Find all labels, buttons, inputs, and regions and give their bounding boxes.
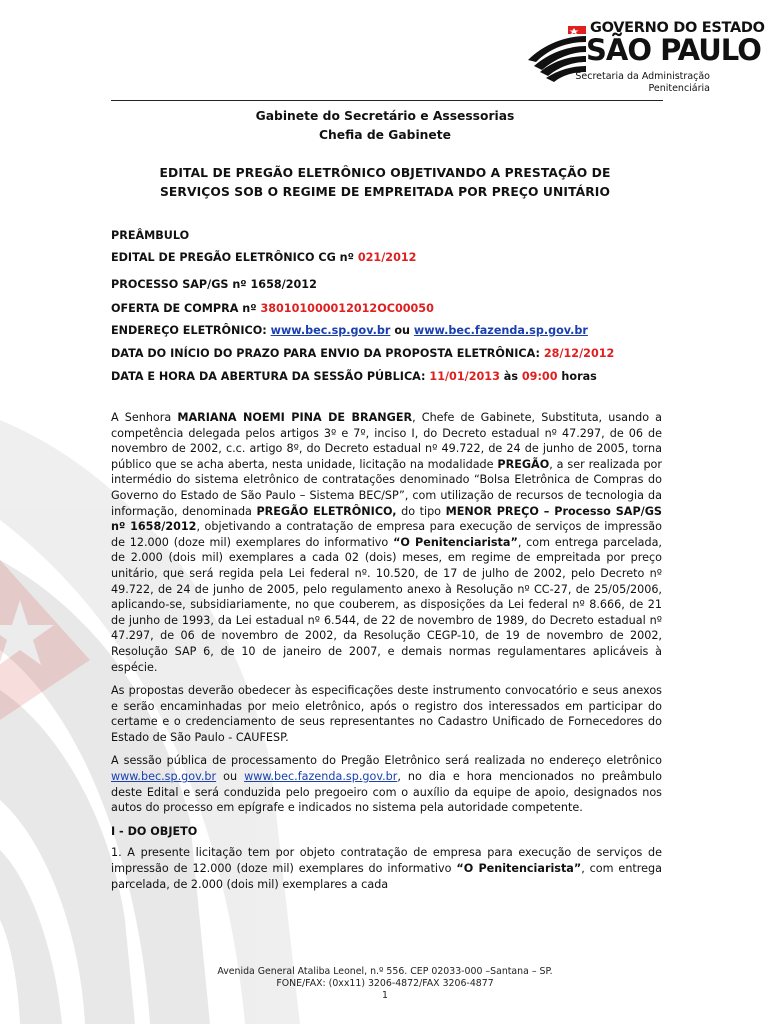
edital-number-value: 021/2012 (357, 251, 417, 264)
para1-text-2: , Chefe de Gabinete, Substituta, usando a competência delegada pelos artigos 3º e 7º, inciso I, do Decreto estadual nº 47.297, de 06 de novembro de 2002, c.c. artigo 8º, do Decreto estadual nº 49.722, de 24 de junho de 2005, torna público que se acha aberta, nesta unidade, licitação na modalidade (111, 411, 662, 471)
heading-gabinete: Gabinete do Secretário e Assessorias (255, 109, 515, 123)
para1-text-1: A Senhora (111, 411, 178, 424)
edital-title-line-2: SERVIÇOS SOB O REGIME DE EMPREITADA POR PREÇO UNITÁRIO (159, 185, 611, 199)
data-inicio-line (111, 347, 671, 360)
bec-sp-link[interactable]: www.bec.sp.gov.br (270, 324, 391, 337)
bec-fazenda-link[interactable]: www.bec.fazenda.sp.gov.br (413, 324, 588, 337)
edital-title-line-1: EDITAL DE PREGÃO ELETRÔNICO OBJETIVANDO A PRESTAÇÃO DE (159, 166, 611, 180)
logo-sao-paulo-text: SÃO PAULO (586, 33, 761, 67)
para3-text-2: ou (216, 770, 245, 784)
pregao-eletronico: PREGÃO ELETRÔNICO, (256, 504, 397, 518)
body-text (111, 410, 662, 900)
chefe-name: MARIANA NOEMI PINA DE BRANGER (177, 411, 413, 424)
informativo-name: “O Penitenciarista” (393, 535, 518, 549)
data-hora-date: 11/01/2013 (429, 370, 500, 383)
paragraph-objeto (111, 845, 662, 892)
sessao-bec-fazenda-link[interactable]: www.bec.fazenda.sp.gov.br (244, 770, 398, 784)
data-hora-line (111, 370, 671, 383)
endereco-ou: ou (394, 324, 410, 337)
para1-text-4: do tipo (396, 504, 446, 518)
footer-phone: FONE/FAX: (0xx11) 3206-4872/FAX 3206-4877 (276, 978, 494, 989)
secretaria-line-2: Penitenciária (648, 83, 710, 94)
para1-text-3: , a ser realizada por intermédio do sistema eletrônico de contratações denominado “Bolsa Eletrônica de Compras do Governo do Estado de São Paulo – Sistema BEC/SP”, com utilização de recursos de tecnologia da informação, denominada (111, 457, 662, 518)
data-hora-as: às (503, 370, 518, 383)
modalidade-pregao: PREGÃO (497, 457, 550, 471)
heading-chefia: Chefia de Gabinete (319, 128, 451, 142)
paragraph-sessao (111, 753, 662, 815)
data-inicio-label: DATA DO INÍCIO DO PRAZO PARA ENVIO DA PROPOSTA ELETRÔNICA: (111, 347, 540, 360)
oferta-line (111, 302, 671, 315)
data-hora-label: DATA E HORA DA ABERTURA DA SESSÃO PÚBLICA: (111, 370, 426, 383)
endereco-line (111, 324, 671, 337)
footer-address: Avenida General Ataliba Leonel, n.º 556. CEP 02033-000 –Santana – SP. (217, 966, 553, 977)
header-divider (111, 100, 663, 101)
processo-line: PROCESSO SAP/GS nº 1658/2012 (111, 278, 317, 291)
endereco-label: ENDEREÇO ELETRÔNICO: (111, 324, 267, 337)
objeto-text-1: 1. A presente licitação tem por objeto contratação de empresa para execução de serviços de impressão de 12.000 (doze mil) exemplares do informativo (111, 846, 662, 876)
secretaria-name (560, 71, 710, 95)
logo-governo-text: GOVERNO DO ESTADO (590, 20, 765, 36)
section-objeto-title: I - DO OBJETO (111, 824, 198, 838)
para3-text-1: A sessão pública de processamento do Pregão Eletrônico será realizada no endereço eletrônico (111, 754, 662, 768)
data-hora-horas: horas (561, 370, 597, 383)
para1-text-5: , objetivando a contratação de empresa para execução de serviços de impressão de 12.000 (doze mil) exemplares do informativo (111, 520, 663, 549)
data-hora-time: 09:00 (521, 370, 558, 383)
objeto-text-2: , com entrega parcelada, de 2.000 (dois mil) exemplares a cada (111, 862, 662, 891)
page-number: 1 (382, 990, 388, 1001)
paragraph-intro (111, 410, 662, 675)
oferta-value: 380101000012012OC00050 (260, 302, 434, 315)
objeto-informativo: “O Penitenciarista” (456, 862, 582, 876)
secretaria-line-1: Secretaria da Administração (575, 71, 710, 82)
edital-number-label: EDITAL DE PREGÃO ELETRÔNICO CG nº (111, 251, 354, 264)
sessao-bec-sp-link[interactable]: www.bec.sp.gov.br (111, 770, 217, 784)
preambulo-label: PREÂMBULO (111, 229, 190, 242)
oferta-label: OFERTA DE COMPRA nº (111, 302, 257, 315)
paragraph-propostas: As propostas deverão obedecer às especificações deste instrumento convocatório e seus anexos e serão encaminhadas por meio eletrônico, após o registro dos interessados em participar do certame e o credenciamento de seus representantes no Cadastro Unificado de Fornecedores do Estado de São Paulo - CAUFESP. (111, 684, 662, 744)
edital-number-line (111, 251, 671, 264)
data-inicio-value: 28/12/2012 (543, 347, 615, 360)
para3-text-3: , no dia e hora mencionados no preâmbulo deste Edital e será conduzida pelo pregoeiro com o auxílio da equipe de apoio, designados nos autos do processo em epígrafe e indicados no sistema pela autoridade competente. (111, 770, 662, 815)
para1-text-6: , com entrega parcelada, de 2.000 (dois mil) exemplares a cada 02 (dois) meses, em regime de empreitada por preço unitário, que será regida pela Lei federal nº. 10.520, de 17 de julho de 2002, pelo Decreto nº 49.722, de 24 de junho de 2005, pelo regulamento anexo à Resolução nº CC-27, de 25/05/2006, aplicando-se, subsidiariamente, no que couberem, as disposições da Lei federal nº 8.666, de 21 de junho de 1993, da Lei estadual nº 6.544, de 22 de novembro de 1989, do Decreto estadual nº 47.297, de 06 de novembro de 2002, da Resolução CEGP-10, de 19 de novembro de 2002, Resolução SAP 6, de 10 de janeiro de 2007, e demais normas regulamentares aplicáveis à espécie. (111, 535, 662, 674)
menor-preco-processo: MENOR PREÇO – Processo SAP/GS nº 1658/2012 (111, 504, 662, 534)
